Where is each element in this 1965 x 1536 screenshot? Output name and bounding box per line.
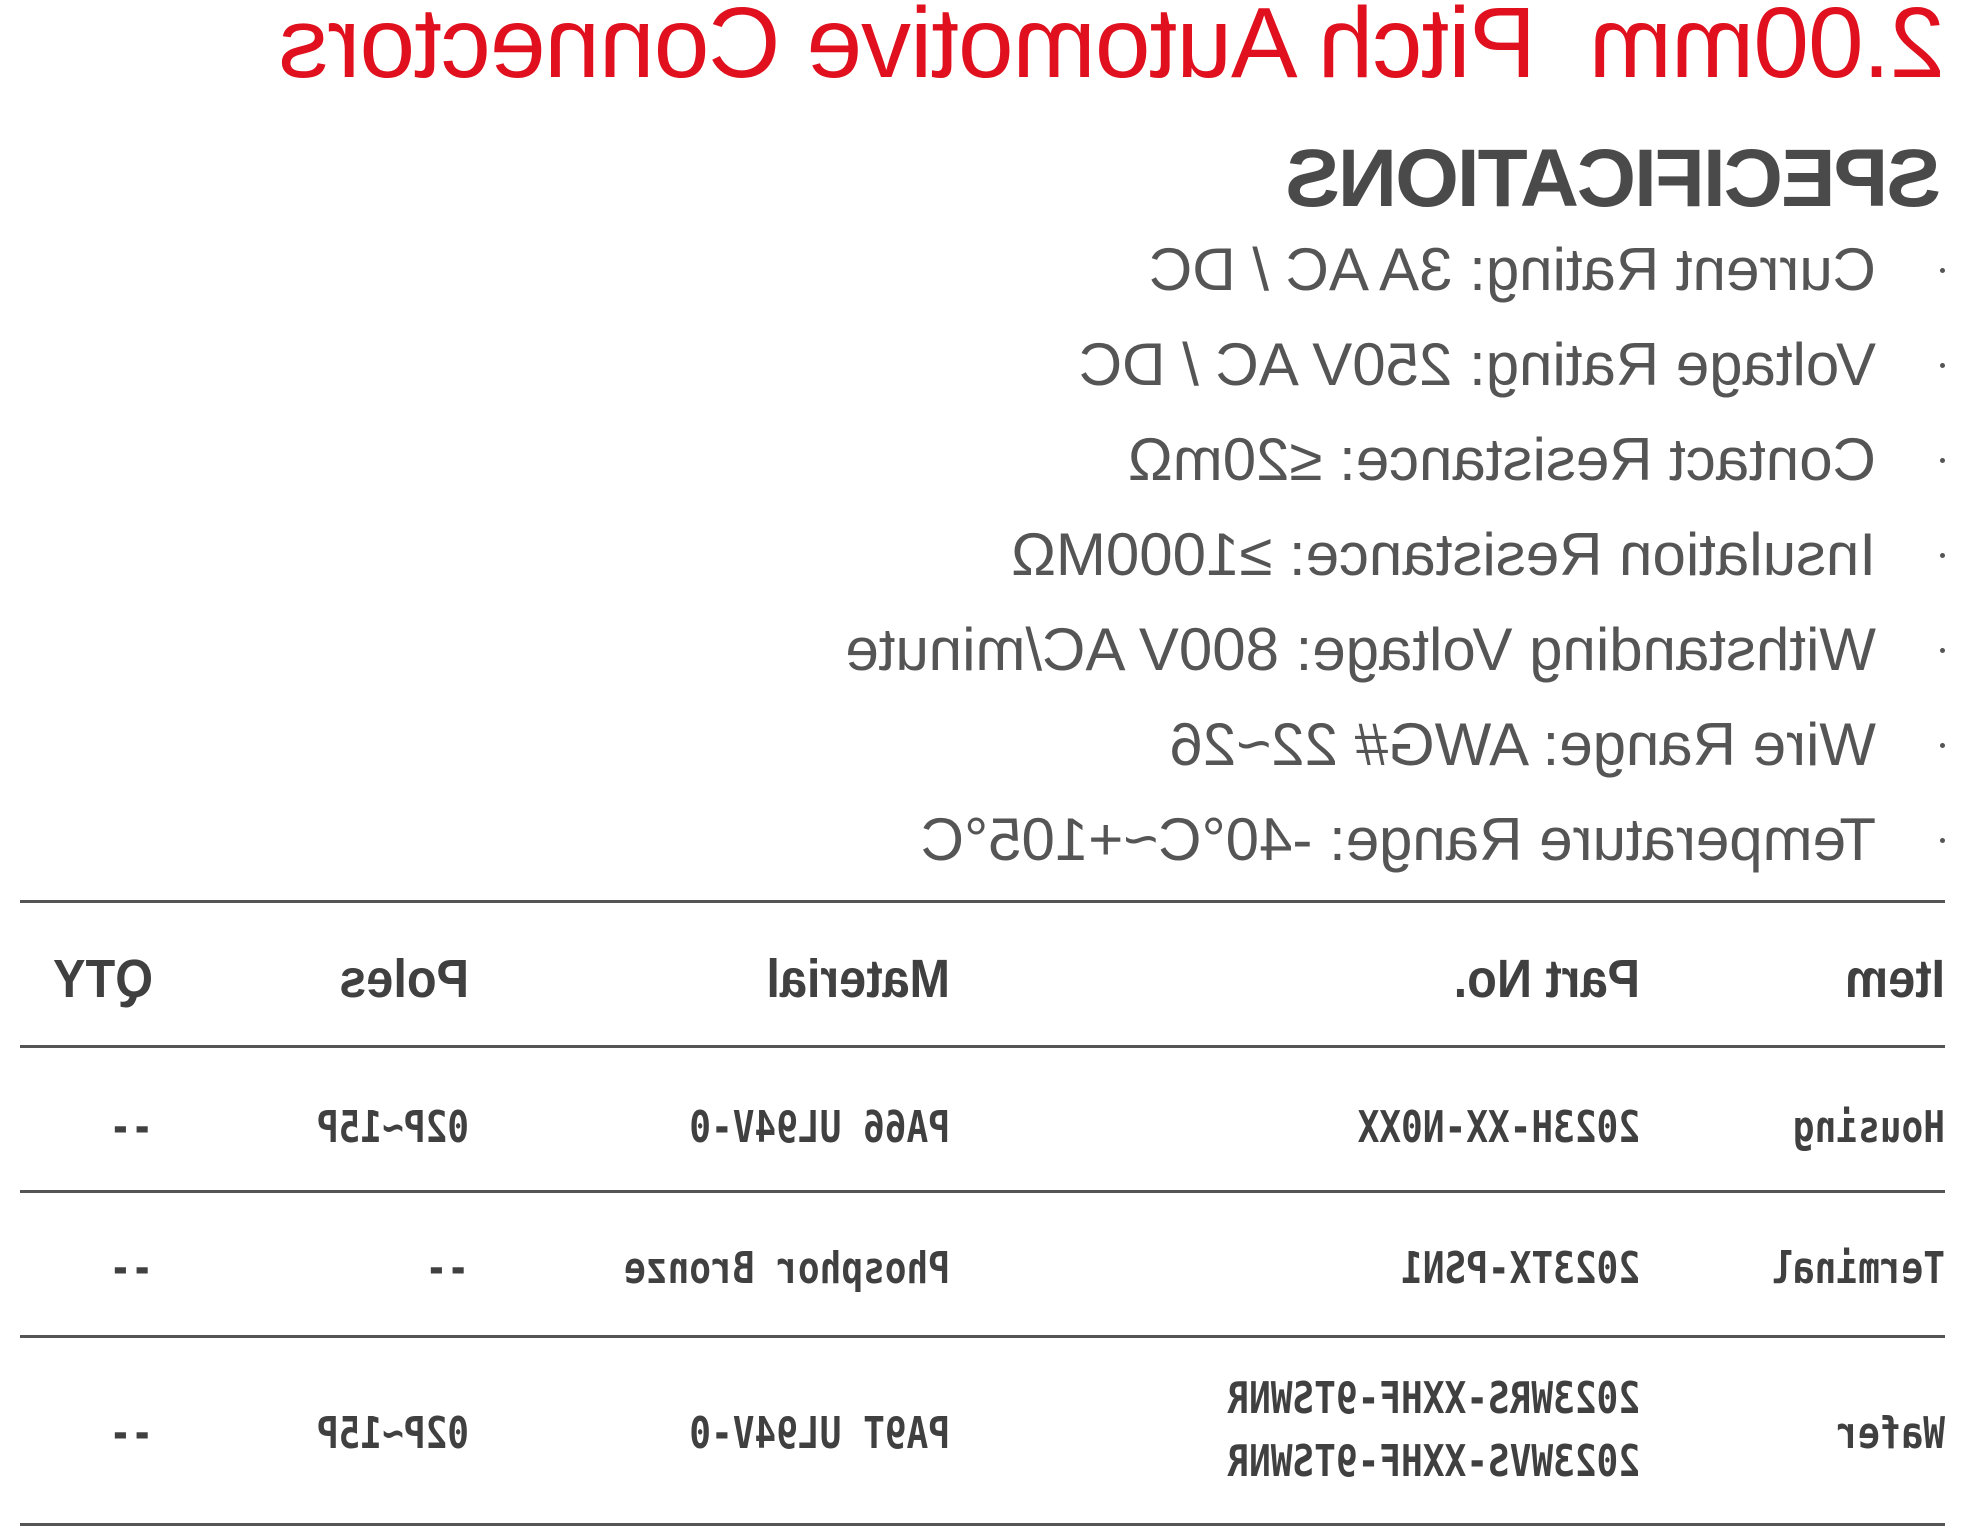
table-top-rule (20, 900, 1945, 903)
header-part-no: Part No. (1453, 949, 1640, 1009)
bullet-icon (1940, 648, 1945, 653)
cell-material: Phosphor Bronze (624, 1243, 950, 1294)
cell-poles: 02P~15P (316, 1102, 469, 1153)
cell-part-no: 2023H-XX-N0XX (1357, 1102, 1640, 1153)
header-rule (20, 1045, 1945, 1048)
table-bottom-rule (20, 1523, 1945, 1526)
cell-qty: -- (109, 1243, 153, 1294)
spec-item (845, 806, 1945, 905)
spec-insulation-resistance: Insulation Resistance: ≥1000MΩ (1011, 521, 1876, 588)
specifications-list (845, 236, 1945, 905)
bullet-icon (1940, 363, 1945, 368)
spec-item (845, 616, 1945, 715)
cell-material: PA9T UL94V-0 (689, 1408, 950, 1459)
cell-item: Housing (1792, 1102, 1945, 1153)
spec-item (845, 711, 1945, 810)
bullet-icon (1940, 838, 1945, 843)
header-material: Material (766, 949, 950, 1009)
cell-item: Terminal (1771, 1243, 1945, 1294)
page-title: 2.00mm Pitch Automotive Connectors (279, 0, 1945, 99)
cell-item: Wafer (1836, 1408, 1945, 1459)
header-item: Item (1845, 949, 1945, 1009)
header-qty: QTY (53, 949, 153, 1009)
spec-temperature-range: Temperature Range: -40°C~+105°C (920, 806, 1876, 873)
spec-item (845, 236, 1945, 335)
spec-contact-resistance: Contact Resistance: ≤20mΩ (1127, 426, 1876, 493)
cell-part-no: 2023TX-PSN1 (1401, 1243, 1640, 1294)
bullet-icon (1940, 553, 1945, 558)
spec-voltage-rating: Voltage Rating: 250V AC / DC (1078, 331, 1876, 398)
row-rule (20, 1335, 1945, 1338)
spec-item (845, 521, 1945, 620)
bullet-icon (1940, 743, 1945, 748)
spec-item (845, 331, 1945, 430)
cell-poles: -- (425, 1243, 469, 1294)
row-rule (20, 1190, 1945, 1193)
cell-qty: -- (109, 1408, 153, 1459)
cell-poles: 02P~15P (316, 1408, 469, 1459)
spec-withstanding-voltage: Withstanding Voltage: 800V AC/minute (845, 616, 1876, 683)
cell-part-no: 2023WRS-XXHF-9TSWNR (1227, 1373, 1640, 1424)
cell-qty: -- (109, 1102, 153, 1153)
spec-wire-range: Wire Range: AWG# 22~26 (1169, 711, 1876, 778)
specifications-heading: SPECIFICATIONS (1287, 133, 1941, 224)
bullet-icon (1940, 268, 1945, 273)
bullet-icon (1940, 458, 1945, 463)
cell-part-no-line2: 2023WVS-XXHF-9TSWNR (1227, 1436, 1640, 1487)
header-poles: Poles (339, 949, 469, 1009)
cell-material: PA66 UL94V-0 (689, 1102, 950, 1153)
spec-current-rating: Current Rating: 3A AC / DC (1149, 236, 1876, 303)
spec-item (845, 426, 1945, 525)
